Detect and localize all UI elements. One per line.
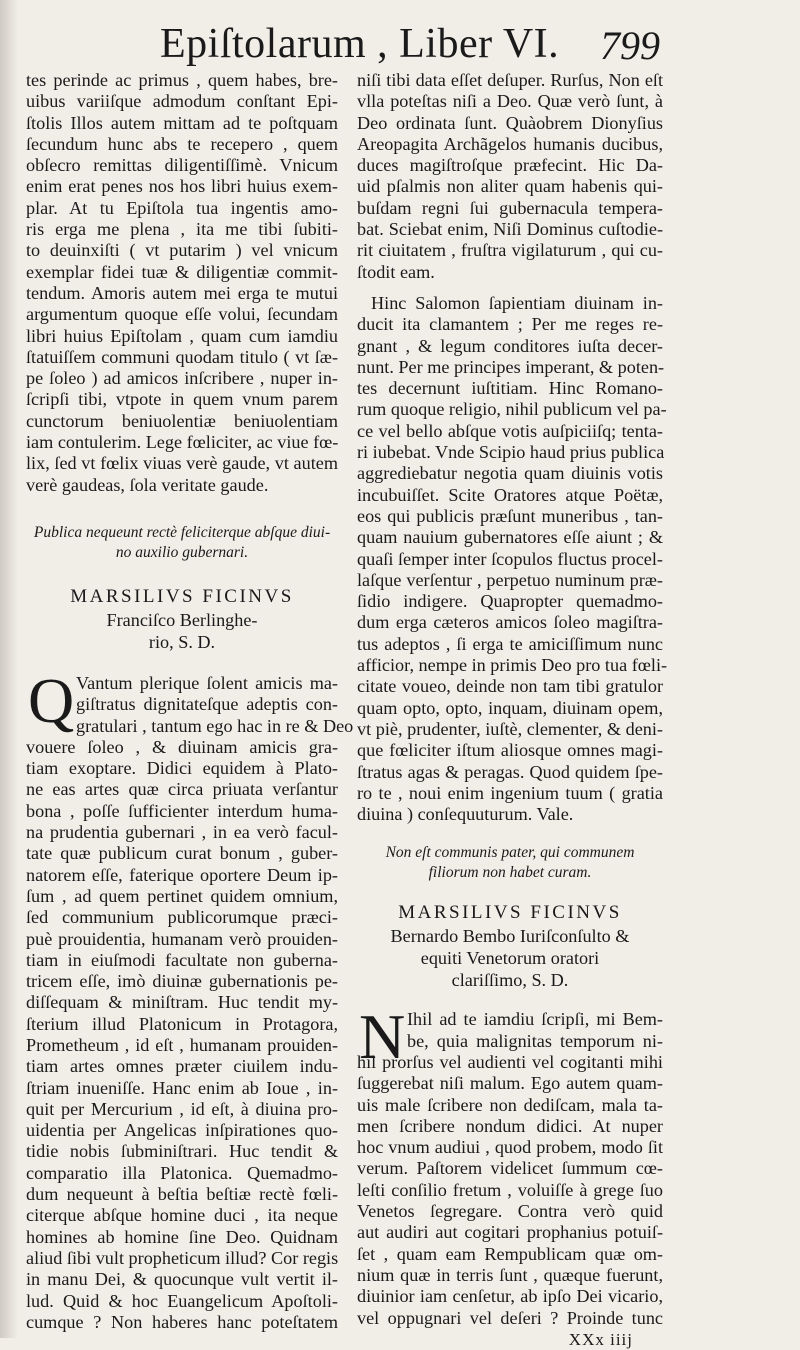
text-line: tidie nobis ſubminiſtrari. Huc tendit & [26, 1141, 338, 1162]
text-line: ſtratus agas & peragas. Quod quidem ſpe- [357, 761, 663, 782]
text-line: uibus variiſque admodum conſtant Epi- [26, 91, 338, 112]
text-line: lix, ſed vt fœlix viuas verè gaude, vt autem [26, 453, 338, 474]
text-line: ſed communium publicorumque præci- [26, 907, 338, 928]
text-line: hil prorſus vel audienti vel cogitanti mihi [357, 1051, 663, 1072]
motto-line: no auxilio gubernari. [115, 543, 249, 561]
text-line: comparatio illa Platonica. Quemadmo- [26, 1162, 338, 1183]
text-line: verè gaudeas, ſola veritate gaude. [26, 474, 269, 495]
text-line: ſtolis Illos autem mittam ad te poſtquam [26, 112, 338, 133]
text-line: vt piè, prudenter, iuſtè, clementer, & deni- [357, 718, 663, 739]
text-line: Vantum plerique ſolent amicis ma- [76, 672, 338, 693]
recipient-line: clariſſimo, S. D. [451, 970, 569, 991]
text-line: plar. At tu Epiſtola tua ingentis amo- [26, 197, 338, 218]
text-line: tes perinde ac primus , quem habes, bre- [26, 70, 338, 90]
text-line: tiam artes omnes præter ciuilem indu- [26, 1056, 338, 1077]
text-line: be, quia malignitas temporum ni- [407, 1030, 663, 1051]
text-line: tricem eſſe, imò diuinæ gubernationis pe- [26, 971, 338, 992]
text-line: eos qui publicis præſunt muneribus , tan- [357, 505, 663, 526]
text-line: Deo ordinata ſunt. Quàobrem Dionyſius [357, 112, 663, 133]
text-line: gratulari , tantum ego hac in re & Deo [76, 715, 354, 736]
motto [26, 523, 338, 563]
text-line: ducit ita clamantem ; Per me reges re- [357, 314, 663, 335]
text-line: ce vel bello abſque votis auſpiciiſq; tentа- [357, 420, 663, 441]
text-line: iam contulerim. Lege fœliciter, ac viue fœ- [26, 432, 339, 453]
text-line: cumque ? Non haberes hanc poteſtatem [26, 1311, 338, 1332]
text-line: tate quæ publicum curat bonum , guber- [26, 843, 338, 864]
text-line: ſtatuiſſem communi quodam titulo ( vt ſæ- [26, 346, 338, 367]
text-line: diuinior iam cenſetur, ab ipſo Dei vicario, [357, 1286, 663, 1307]
text-line: afficior, nempe in primis Deo pro tua fœli- [357, 655, 668, 676]
text-line: ſidio indigere. Quapropter quemadmo- [357, 591, 663, 612]
motto [357, 843, 663, 883]
text-line: citerque abſque homine duci , ita neque [26, 1205, 338, 1226]
recipient-line: equiti Venetorum oratori [420, 948, 600, 969]
text-line: citate voueo, deinde non tam tibi gratulor [357, 676, 663, 697]
text-line: homines ab homine ſine Deo. Quidnam [26, 1226, 338, 1247]
text-line: niſi tibi data eſſet deſuper. Rurſus, Non eſt [357, 70, 663, 90]
text-line: to deuinxiſti ( vt putarim ) vel vnicum [26, 240, 338, 261]
recipient-line: rio, S. D. [148, 631, 216, 652]
text-line: Areopagita Archãgelos humanis ducibus, [357, 133, 663, 154]
drop-cap: Q [28, 664, 75, 736]
text-line: nunt. Per me principes imperant, & poten- [357, 356, 665, 377]
text-line: incubuiſſet. Scite Oratores atque Poëtæ, [357, 484, 663, 505]
letter-body [357, 1001, 663, 1328]
motto-line: filiorum non habet curam. [428, 864, 592, 882]
text-line: natorem eſſe, faterique oportere Deum ip- [26, 864, 338, 885]
text-line: uidentia per Angelicas inſpirationes quo- [26, 1120, 338, 1141]
text-line: quam nauium gubernatores eſſe aiunt ; & [357, 527, 663, 548]
text-line: bat. Sciebat enim, Niſi Dominus cuſtodie- [357, 219, 663, 240]
text-line: ſcripſi tibi, vtpote in quem vnum parem [26, 389, 338, 410]
text-line: verum. Paſtorem videlicet ſummum cœ- [357, 1158, 663, 1179]
text-line: ſecundum hunc abs te recepero , quem [26, 133, 338, 154]
text-line: pe ſoleo ) ad amicos inſcribere , nuper in- [26, 368, 338, 389]
text-line: Hinc Salomon ſapientiam diuinam in- [371, 292, 663, 313]
text-line: tiam exoptare. Didici equidem à Plato- [26, 758, 338, 779]
text-line: ſterium illud Platonicum in Protagora, [26, 1013, 338, 1034]
text-line: ri iubebat. Vnde Scipio haud prius publica [357, 442, 665, 463]
text-line: rit ciuitatem , fruſtra vigilaturum , qui cu- [357, 240, 663, 261]
text-line: ro te , noui enim ingenium tuum ( gratia [357, 782, 663, 803]
text-line: ſtodit eam. [357, 261, 435, 282]
text-line: hoc vnum audiui , quod probem, modo ſit [357, 1137, 663, 1158]
text-line: ſuggerebat niſi malum. Ego autem quam- [357, 1073, 663, 1094]
letter-body [26, 664, 354, 1333]
text-line: tiam in eiuſmodi facultate non guberna- [26, 949, 338, 970]
text-line: giſtratus dignitateſque adeptis con- [76, 694, 338, 715]
text-line: libri huius Epiſtolam , quam cum iamdiu [26, 325, 338, 346]
text-line: nium quæ in terris ſunt , quæque fuerunt, [357, 1264, 663, 1285]
text-line: ſet , quam eam Rempublicam quæ om- [357, 1243, 663, 1264]
text-line: Venetos ſegregare. Contra verò quid [357, 1201, 663, 1222]
text-line: tus adeptos , ſi erga te amiciſſimum nunc [357, 633, 663, 654]
folio-number: 799 [600, 23, 660, 68]
letter-continuation [357, 70, 663, 283]
letter-recipient [26, 609, 338, 653]
text-line: quit per Mercurium , id eſt, à diuina pro- [26, 1098, 338, 1119]
text-line: uid pſalmis non aliter quam habenis qui- [357, 176, 663, 197]
text-line: aliud ſibi vult propheticum illud? Cor regis [26, 1247, 339, 1268]
text-line: obſecro remittas diligentiſſimè. Vnicum [26, 155, 338, 176]
text-line: que fœliciter iſtum aliosque omnes magi- [357, 740, 663, 761]
text-line: dum nequeunt à beſtia beſtiæ rectè fœli- [26, 1184, 338, 1205]
text-line: argumentum quoque eſſe volui, ſecundam [26, 304, 338, 325]
text-line: duces magiſtroſque præfecint. Hic Da- [357, 155, 663, 176]
text-line: aggrediebatur negotia quam diuinis votis [357, 463, 663, 484]
left-column [26, 70, 354, 1333]
text-line: enim erat penes nos hos libri huius exem- [26, 176, 338, 197]
motto-line: Non eſt communis pater, qui communem [385, 844, 635, 862]
letter-ending [26, 70, 338, 496]
paragraph [357, 292, 668, 825]
text-line: in manu Dei, & quocunque vult vertit il- [26, 1269, 338, 1290]
text-line: laſque verſentur , perpetuo numinum præ- [357, 569, 663, 590]
drop-cap: N [359, 1001, 406, 1073]
text-line: ſtriam inueniſſe. Hanc enim ab Ioue , in- [26, 1077, 338, 1098]
recipient-line: Franciſco Berlinghe- [106, 609, 258, 630]
text-line: quam opto, opto, inquam, diuinam opem, [357, 697, 663, 718]
recipient-line: Bernardo Bembo Iuriſconſulto & [390, 926, 630, 947]
text-line: vouere ſoleo , & diuinam amicis gra- [26, 736, 338, 757]
page-header [0, 20, 800, 72]
signature-mark: XXx iiij [568, 1329, 633, 1349]
text-line: diſſequam & miniſtram. Huc tendit my- [26, 992, 338, 1013]
right-column [357, 70, 668, 1350]
text-line: cunctorum beniuolentiæ beniuolentiam [26, 410, 338, 431]
text-line: diuina ) conſequuturum. Vale. [357, 804, 574, 825]
letter-author-heading: MARSILIVS FICINVS [70, 585, 294, 607]
text-line: gnant , & legum conditores iuſta decer- [357, 335, 663, 356]
motto-line: Publica nequeunt rectè feliciterque abſque diui- [33, 523, 331, 541]
letter-author-heading: MARSILIVS FICINVS [398, 902, 622, 924]
text-line: ſum , ad quem pertinet quidem omnium, [26, 885, 338, 906]
text-line: aut audiri aut cogitari prophanius potuiſ- [357, 1222, 663, 1243]
text-line: Ihil ad te iamdiu ſcripſi, mi Bem- [407, 1009, 663, 1030]
running-title: Epiſtolarum , Liber VI. [160, 21, 560, 67]
text-line: uis male ſcribere non dediſcam, mala ta- [357, 1094, 663, 1115]
letter-recipient [357, 925, 663, 991]
text-line: vel oppugnari vel deſeri ? Proinde tunc [357, 1307, 663, 1328]
text-line: men ſcribere nondum didici. At nuper [357, 1115, 663, 1136]
text-line: lud. Quid & hoc Euangelicum Apoſtoli- [26, 1290, 338, 1311]
text-line: tendum. Amoris autem mei erga te mutui [26, 282, 338, 303]
text-line: quaſi ſemper inter ſcopulos fluctus procel- [357, 548, 663, 569]
text-line: puè prouidentia, humanam verò prouiden- [26, 928, 338, 949]
text-line: buſdam regni ſui gubernacula tempera- [357, 197, 663, 218]
page-gutter-shadow [0, 0, 18, 1338]
text-line: leſti conſilio fretum , voluiſſe à grege ſuo [357, 1179, 663, 1200]
text-line: dum erga cæteros amicos ſoleo magiſtra- [357, 612, 663, 633]
text-line: rum quoque religio, nihil publicum vel pa- [357, 399, 667, 420]
text-line: Prometheum , id eſt , humanam prouiden- [26, 1034, 338, 1055]
text-line: bona , poſſe ſufficienter interdum huma- [26, 800, 338, 821]
text-line: ne eas artes quæ circa priuata verſantur [26, 779, 338, 800]
text-line: vlla poteſtas niſi a Deo. Quæ verò ſunt, à [357, 91, 663, 112]
text-line: tes decernunt iuſtitiam. Hinc Romano- [357, 378, 663, 399]
text-line: exemplar fidei tuæ & diligentiæ commit- [26, 261, 338, 282]
text-line: ris erga me plena , ita me tibi ſubiti- [26, 219, 338, 240]
text-line: na prudentia gubernari , in ea verò facul- [26, 822, 338, 843]
